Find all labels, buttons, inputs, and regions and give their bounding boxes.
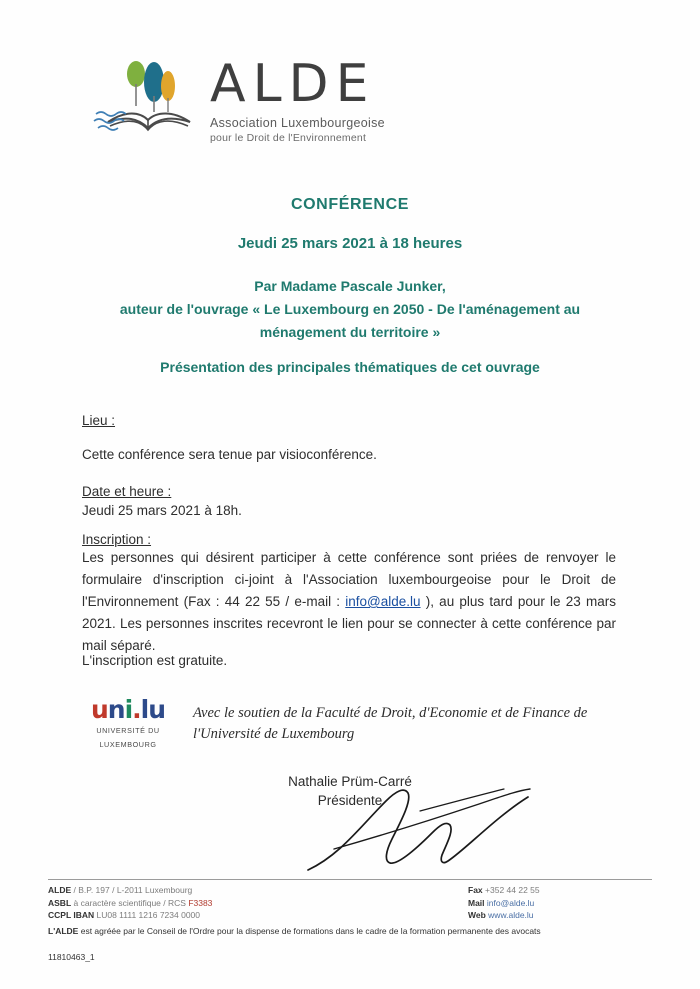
- footer-web-value[interactable]: www.alde.lu: [488, 910, 534, 920]
- footer-fax-row: [468, 884, 658, 897]
- footer-right-column: [468, 884, 658, 922]
- inscription-body-part-2: ), au plus tard pour le 23 mars 2021. Les personnes inscrites recevront le lien pour se connecter à cette conférence par mail séparé.: [82, 594, 616, 653]
- unilu-letters-lu: lu: [140, 695, 166, 724]
- footer-alde-label: ALDE: [48, 885, 72, 895]
- signer-role: Présidente: [317, 793, 383, 808]
- footer-accreditation-note: [48, 925, 652, 937]
- footer-iban-label: CCPL IBAN: [48, 910, 95, 920]
- signer-name: Nathalie Prüm-Carré: [288, 774, 412, 789]
- unilu-dot: .: [132, 695, 141, 724]
- footer-address-rest: / B.P. 197 / L-2011 Luxembourg: [71, 885, 193, 895]
- conference-author: Par Madame Pascale Junker,: [254, 278, 446, 294]
- footer-iban-line: [48, 909, 448, 922]
- conference-title: CONFÉRENCE: [290, 196, 409, 213]
- footer-web-row: [468, 909, 658, 922]
- inscription-body-part-1: Les personnes qui désirent participer à cette conférence sont priées de renvoyer le formulaire d'inscription ci-joint à l'Association luxembourgeoise pour le Droit de l'Environnement (Fax : 44 22 55 / e-mail :: [82, 550, 616, 609]
- alde-wordmark: ALDE: [210, 54, 376, 114]
- footer-address-line: [48, 884, 448, 897]
- footer-mail-label: Mail: [468, 897, 485, 908]
- alde-logo-mark-icon: [92, 56, 202, 148]
- unilu-subtitle-line-1: UNIVERSITÉ DU: [96, 726, 160, 735]
- inscription-body: [82, 547, 616, 657]
- footer-fax-value: +352 44 22 55: [485, 885, 540, 895]
- inscription-free-note: L'inscription est gratuite.: [82, 653, 228, 668]
- unilu-subtitle-line-2: LUXEMBOURG: [99, 740, 157, 749]
- conference-date: Jeudi 25 mars 2021 à 18 heures: [237, 235, 463, 252]
- alde-logo: [92, 52, 512, 152]
- support-text: Avec le soutien de la Faculté de Droit, d'Economie et de Finance de l'Université de Luxembourg: [193, 705, 588, 742]
- footer-rcs-number: F3383: [188, 897, 213, 908]
- conference-presentation: Présentation des principales thématiques de cet ouvrage: [160, 359, 540, 375]
- alde-subtitle-2: pour le Droit de l'Environnement: [210, 132, 367, 144]
- alde-subtitle-1: Association Luxembourgeoise: [210, 116, 385, 130]
- unilu-letter-i: i: [124, 695, 133, 724]
- footer-web-label: Web: [468, 910, 486, 920]
- footer-asbl-rest: à caractère scientifique / RCS: [71, 897, 189, 908]
- unilu-logo: [78, 697, 178, 750]
- footer-mail-row: [468, 897, 658, 910]
- date-label-text: Date et heure :: [82, 484, 172, 499]
- unilu-wordmark: [78, 697, 178, 722]
- footer-mail-value[interactable]: info@alde.lu: [486, 897, 535, 908]
- lieu-label-text: Lieu :: [82, 413, 116, 428]
- footer-iban-value: LU08 1111 1216 7234 0000: [94, 910, 200, 920]
- inscription-email-link[interactable]: info@alde.lu: [345, 594, 421, 609]
- lieu-label: [82, 410, 612, 432]
- inscription-label-text: Inscription :: [82, 532, 152, 547]
- handwritten-signature: [300, 775, 580, 885]
- alde-logo-text: [210, 54, 510, 144]
- footer-note-rest: est agréée par le Conseil de l'Ordre pour la dispense de formations dans le cadre de la formation permanente des avocats: [78, 926, 541, 936]
- footer-asbl-line: [48, 897, 448, 910]
- unilu-letter-u: u: [90, 695, 108, 724]
- footer-divider: [48, 879, 652, 880]
- footer-fax-label: Fax: [468, 885, 483, 895]
- footer-asbl-label: ASBL: [48, 897, 72, 908]
- conference-book-title: auteur de l'ouvrage « Le Luxembourg en 2050 - De l'aménagement au ménagement du territoire »: [119, 301, 581, 340]
- lieu-body: Cette conférence sera tenue par visioconférence.: [82, 447, 377, 462]
- footer-note-label: L'ALDE: [48, 926, 79, 936]
- date-body: Jeudi 25 mars 2021 à 18h.: [82, 503, 242, 518]
- footer-left-column: [48, 884, 448, 922]
- footer-reference: 11810463_1: [48, 952, 95, 962]
- unilu-letter-n: n: [107, 695, 125, 724]
